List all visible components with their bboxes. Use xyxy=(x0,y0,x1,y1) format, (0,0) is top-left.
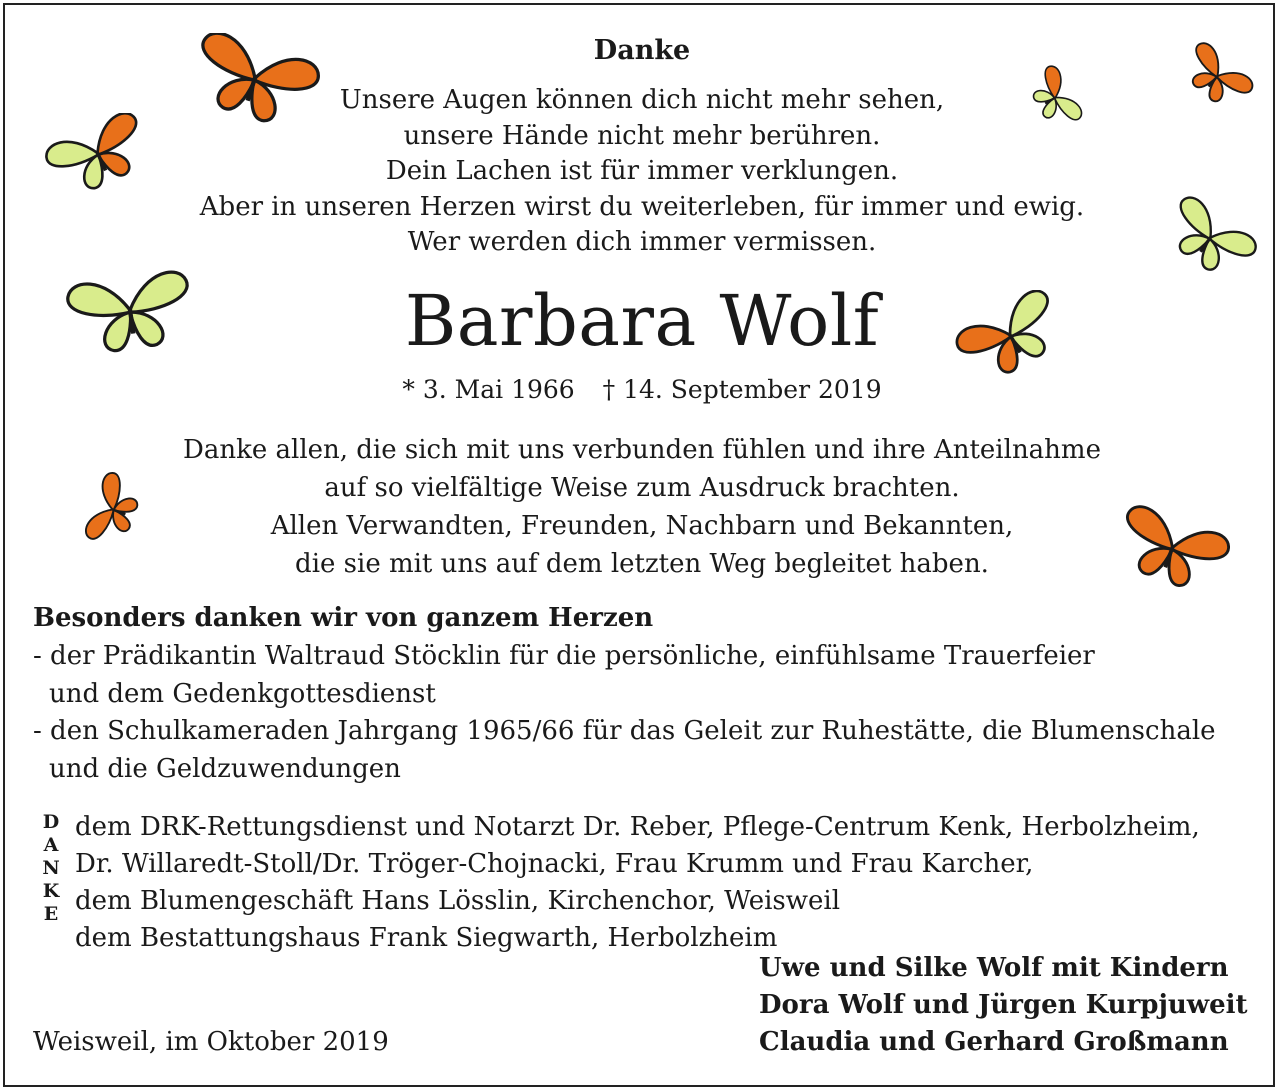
butterfly-icon xyxy=(1180,41,1255,111)
thanks-line: Allen Verwandten, Freunden, Nachbarn und Bekannten, xyxy=(270,511,1014,541)
butterfly-icon xyxy=(190,33,320,123)
place-date: Weisweil, im Oktober 2019 xyxy=(33,1027,389,1057)
obituary-frame xyxy=(3,3,1275,1087)
signature-line: Uwe und Silke Wolf mit Kindern xyxy=(759,953,1229,983)
poem-line: Wer werden dich immer vermissen. xyxy=(407,227,877,257)
butterfly-icon xyxy=(1115,505,1230,590)
butterfly-icon xyxy=(1023,55,1088,140)
danke-line: dem Bestattungshaus Frank Siegwarth, Herbolzheim xyxy=(75,923,778,953)
danke-line: dem Blumengeschäft Hans Lösslin, Kirchenchor, Weisweil xyxy=(75,886,841,916)
list-item: - den Schulkameraden Jahrgang 1965/66 für das Geleit zur Ruhestätte, die Blumenschale und die Geldzuwendungen xyxy=(33,716,1216,784)
header-title: Danke xyxy=(593,35,691,66)
danke-letter: K xyxy=(42,880,60,902)
special-thanks-heading: Besonders danken wir von ganzem Herzen xyxy=(33,603,654,633)
butterfly-icon xyxy=(65,260,195,360)
birth-date: * 3. Mai 1966 xyxy=(402,375,575,404)
danke-list xyxy=(75,809,1200,957)
life-dates xyxy=(5,375,1279,404)
danke-letter: A xyxy=(43,834,59,856)
signatures xyxy=(759,950,1248,1061)
thanks-text xyxy=(5,431,1279,583)
thanks-line: die sie mit uns auf dem letzten Weg begleitet haben. xyxy=(295,549,989,579)
danke-letter: N xyxy=(42,857,60,879)
special-thanks-list xyxy=(33,638,1263,788)
danke-letter: E xyxy=(43,903,59,925)
butterfly-icon xyxy=(955,290,1065,380)
signature-line: Dora Wolf und Jürgen Kurpjuweit xyxy=(759,990,1248,1020)
danke-line: dem DRK-Rettungsdienst und Notarzt Dr. Reber, Pflege-Centrum Kenk, Herbolzheim, xyxy=(75,812,1200,842)
butterfly-icon xyxy=(1163,195,1258,280)
deceased-name: Barbara Wolf xyxy=(404,280,880,362)
poem-line: Unsere Augen können dich nicht mehr sehen, xyxy=(339,85,945,115)
thanks-line: auf so vielfältige Weise zum Ausdruck brachten. xyxy=(324,473,960,503)
danke-vertical-word xyxy=(41,811,61,926)
list-item: - der Prädikantin Waltraud Stöcklin für die persönliche, einfühlsame Trauerfeier und dem Gedenkgottesdienst xyxy=(33,641,1095,709)
danke-letter: D xyxy=(42,811,60,833)
poem-line: unsere Hände nicht mehr berühren. xyxy=(403,120,881,151)
danke-line: Dr. Willaredt-Stoll/Dr. Tröger-Chojnacki, Frau Krumm und Frau Karcher, xyxy=(75,849,1034,879)
butterfly-icon xyxy=(45,113,150,193)
thanks-line: Danke allen, die sich mit uns verbunden fühlen und ihre Anteilnahme xyxy=(183,435,1101,465)
death-date: † 14. September 2019 xyxy=(602,375,882,404)
poem-line: Dein Lachen ist für immer verklungen. xyxy=(385,156,899,186)
signature-line: Claudia und Gerhard Großmann xyxy=(759,1027,1229,1057)
poem-line: Aber in unseren Herzen wirst du weiterleben, für immer und ewig. xyxy=(199,191,1085,222)
butterfly-icon xyxy=(75,457,150,562)
